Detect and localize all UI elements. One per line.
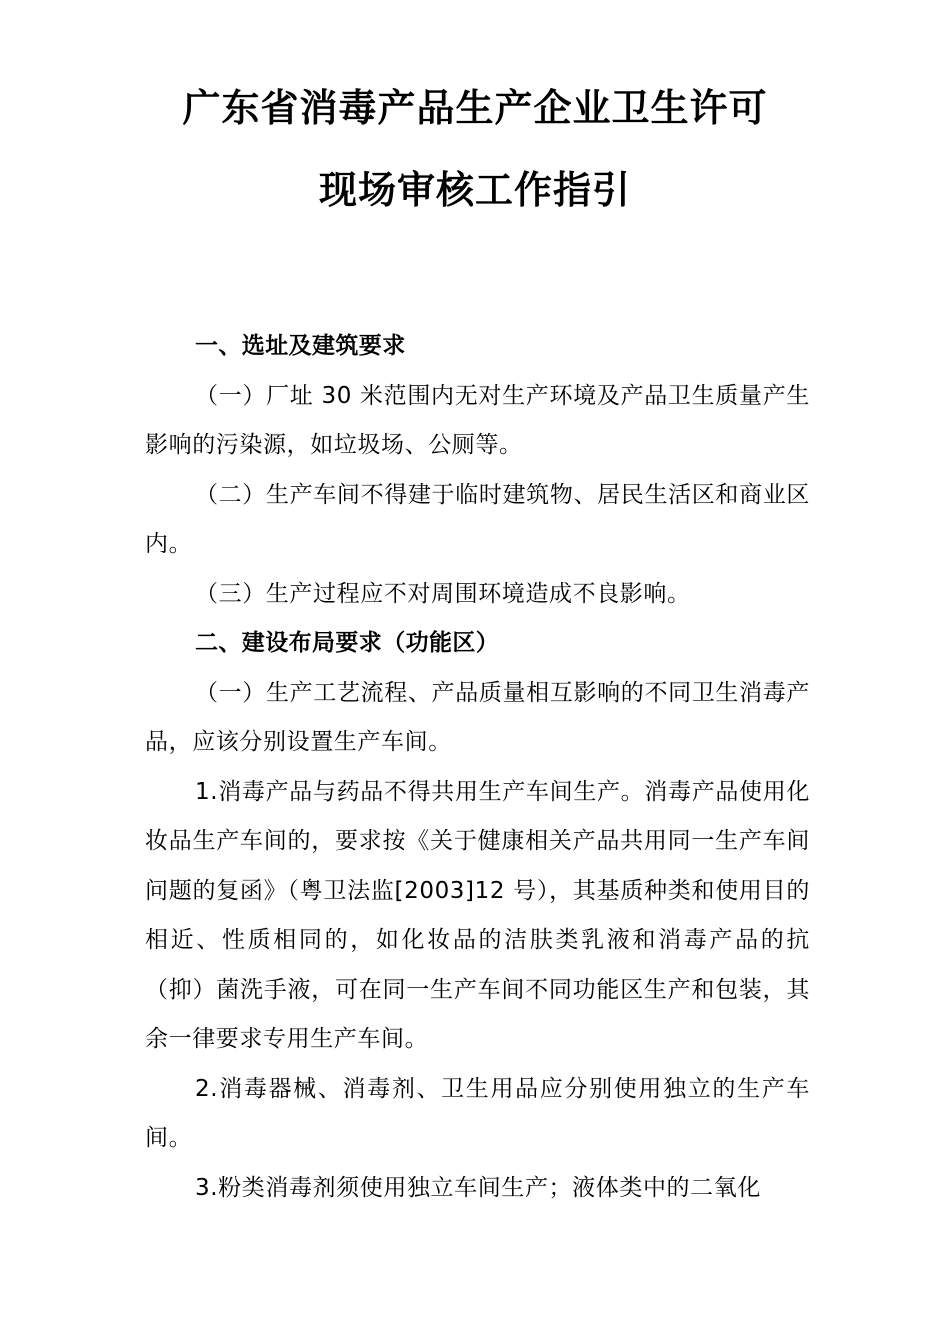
paragraph: 3.粉类消毒剂须使用独立车间生产；液体类中的二氧化 (195, 1174, 761, 1201)
document-body (145, 322, 810, 1213)
paragraph: 1.消毒产品与药品不得共用生产车间生产。消毒产品使用化妆品生产车间的，要求按《关于健康相关产品共用同一生产车间问题的复函》（粤卫法监[2003]12 号），其基质种类和使用目的相近、性质相同的，如化妆品的洁肤类乳液和消毒产品的抗（抑）菌洗手液，可在同一生产车间不同功能区生产和包装，其余一律要求专用生产车间。 (145, 778, 810, 1052)
title-line-1: 广东省消毒产品生产企业卫生许可 (182, 86, 768, 130)
paragraph: （一）生产工艺流程、产品质量相互影响的不同卫生消毒产品，应该分别设置生产车间。 (145, 679, 810, 755)
document-title (0, 88, 950, 210)
paragraph: 2.消毒器械、消毒剂、卫生用品应分别使用独立的生产车间。 (145, 1075, 810, 1151)
section-heading-1: 一、选址及建筑要求 (195, 333, 406, 359)
paragraph: （二）生产车间不得建于临时建筑物、居民生活区和商业区内。 (145, 481, 810, 557)
paragraph: （一）厂址 30 米范围内无对生产环境及产品卫生质量产生影响的污染源，如垃圾场、公厕等。 (145, 382, 810, 458)
title-line-2: 现场审核工作指引 (318, 168, 631, 212)
paragraph: （三）生产过程应不对周围环境造成不良影响。 (195, 580, 691, 607)
section-heading-2: 二、建设布局要求（功能区） (195, 630, 500, 656)
